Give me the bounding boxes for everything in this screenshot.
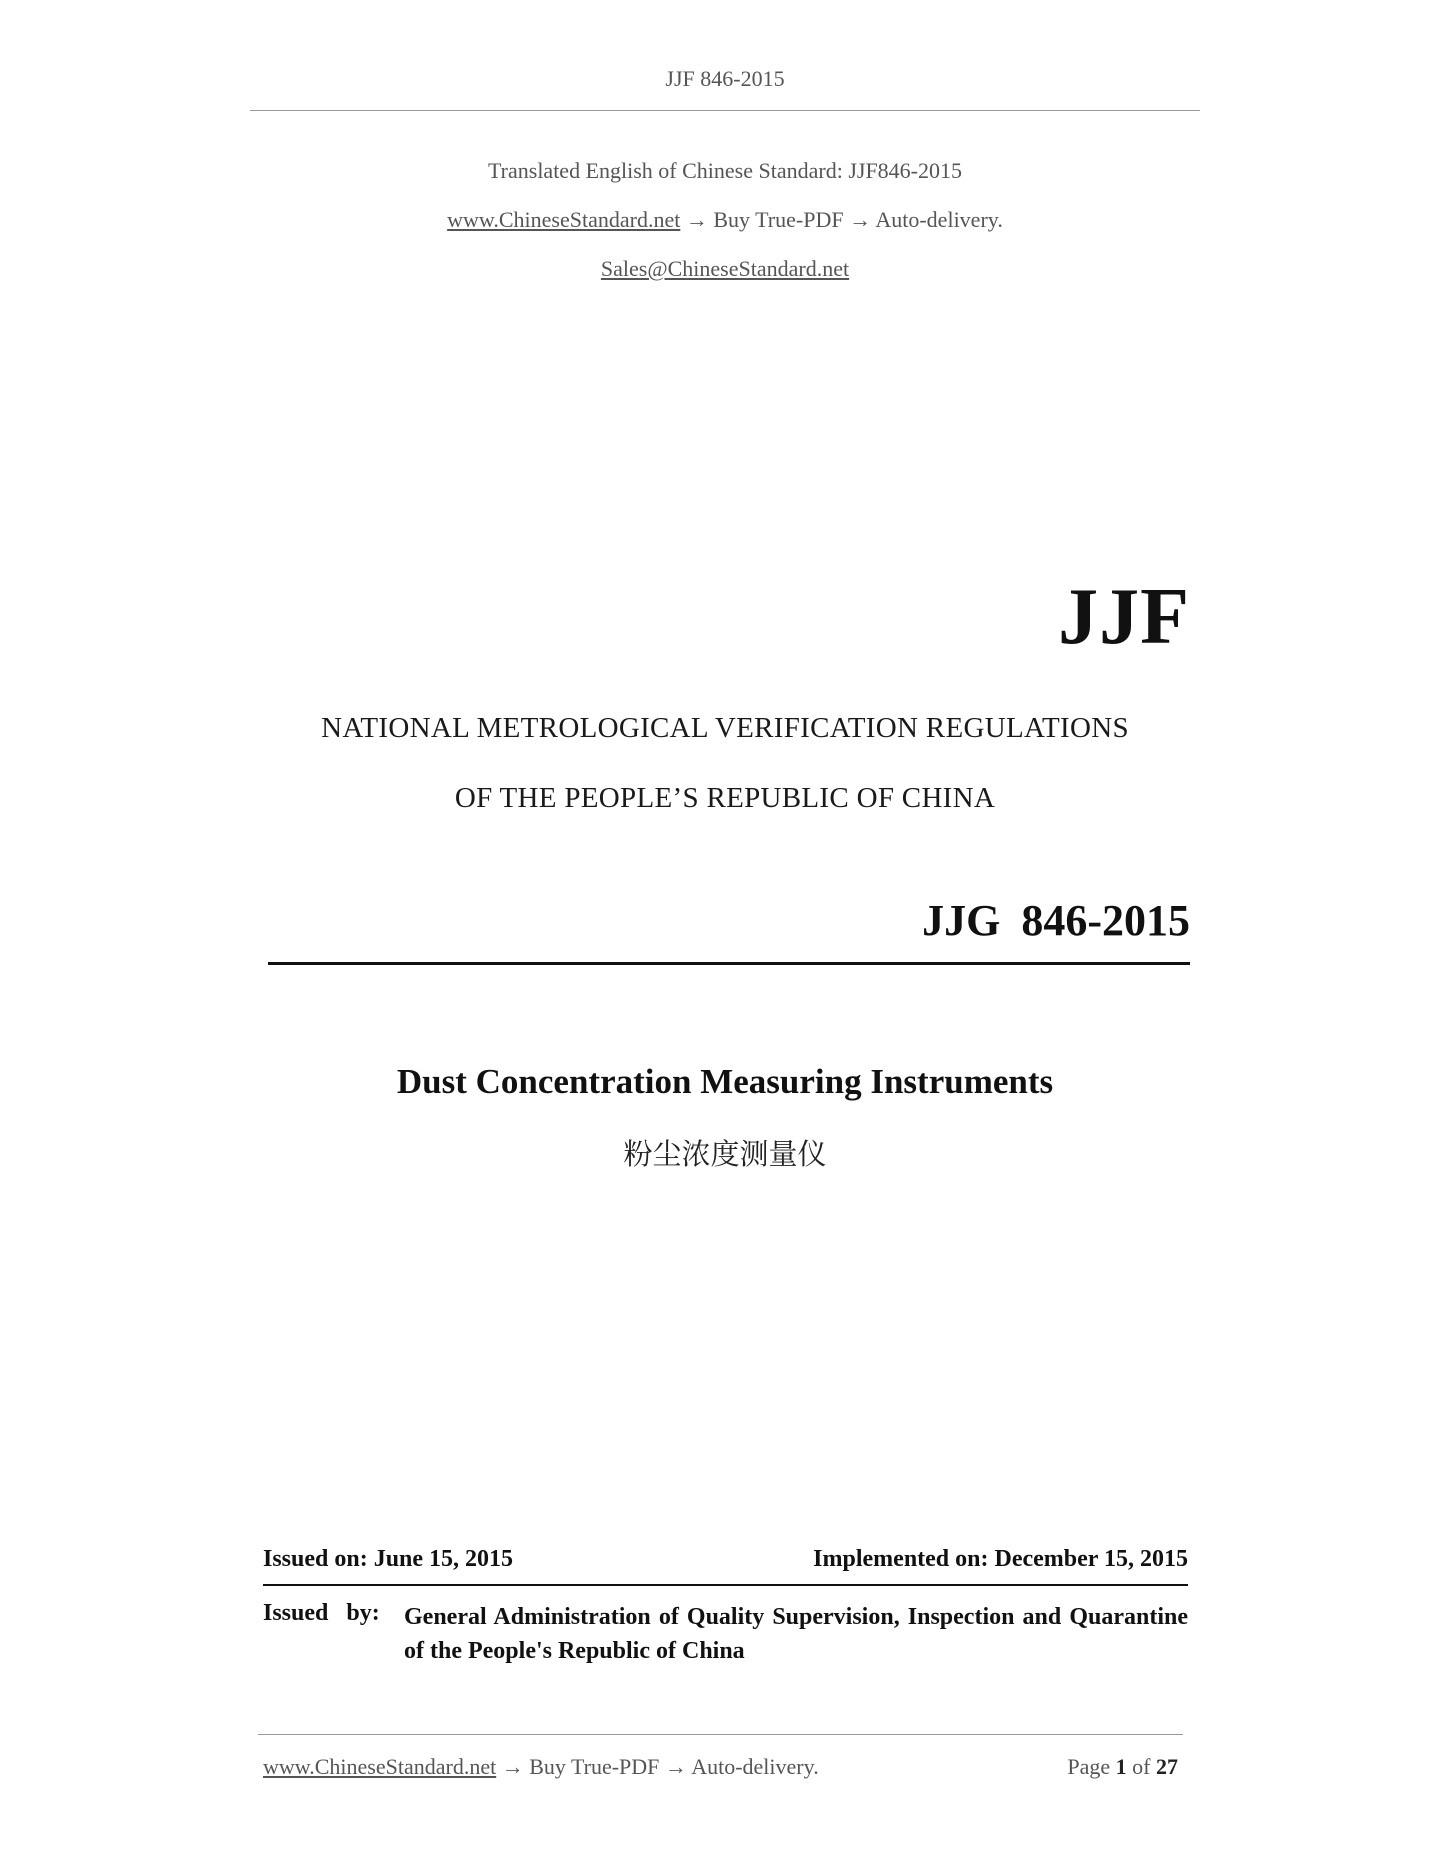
footer-purchase-line <box>263 1754 819 1780</box>
arrow-icon: → <box>664 1754 687 1779</box>
issue-divider <box>263 1584 1188 1586</box>
document-title: Dust Concentration Measuring Instruments <box>396 1062 1054 1101</box>
document-title-chinese: 粉尘浓度测量仪 <box>623 1137 827 1171</box>
page-label: Page <box>1067 1754 1111 1779</box>
title-divider <box>268 962 1190 965</box>
page-total: 27 <box>1156 1754 1178 1779</box>
arrow-icon: → <box>849 207 872 232</box>
regulation-title-line1: NATIONAL METROLOGICAL VERIFICATION REGULATIONS <box>321 712 1129 744</box>
header-divider <box>250 110 1200 111</box>
issued-by-label: Issued by: <box>263 1600 380 1626</box>
standard-number: JJG 846-2015 <box>922 896 1190 945</box>
email-link[interactable]: Sales@ChineseStandard.net <box>600 256 850 281</box>
standard-acronym: JJF <box>1058 573 1190 661</box>
buy-text: Buy True-PDF <box>713 207 844 232</box>
regulation-title-line2: OF THE PEOPLE’S REPUBLIC OF CHINA <box>454 782 996 814</box>
arrow-icon: → <box>501 1754 524 1779</box>
footer-site-link[interactable]: www.ChineseStandard.net <box>263 1754 497 1779</box>
footer-buy-text: Buy True-PDF <box>529 1754 660 1779</box>
arrow-icon: → <box>685 207 708 232</box>
footer-delivery-text: Auto-delivery. <box>691 1754 819 1779</box>
translation-notice: Translated English of Chinese Standard: JJF846-2015 <box>488 158 962 183</box>
purchase-line <box>250 207 1200 233</box>
running-header: JJF 846-2015 <box>665 66 785 91</box>
page-of: of <box>1132 1754 1151 1779</box>
page-number <box>1067 1754 1178 1780</box>
implemented-on-date: Implemented on: December 15, 2015 <box>813 1546 1188 1572</box>
footer-divider <box>258 1734 1183 1735</box>
page-current: 1 <box>1115 1754 1127 1779</box>
issued-on-date: Issued on: June 15, 2015 <box>263 1546 514 1572</box>
delivery-text: Auto-delivery. <box>875 207 1003 232</box>
site-link[interactable]: www.ChineseStandard.net <box>447 207 681 232</box>
email-line <box>250 256 1200 282</box>
issuing-authority: General Administration of Quality Supervision, Inspection and Quarantine of the People's Republic of China <box>404 1604 1188 1664</box>
